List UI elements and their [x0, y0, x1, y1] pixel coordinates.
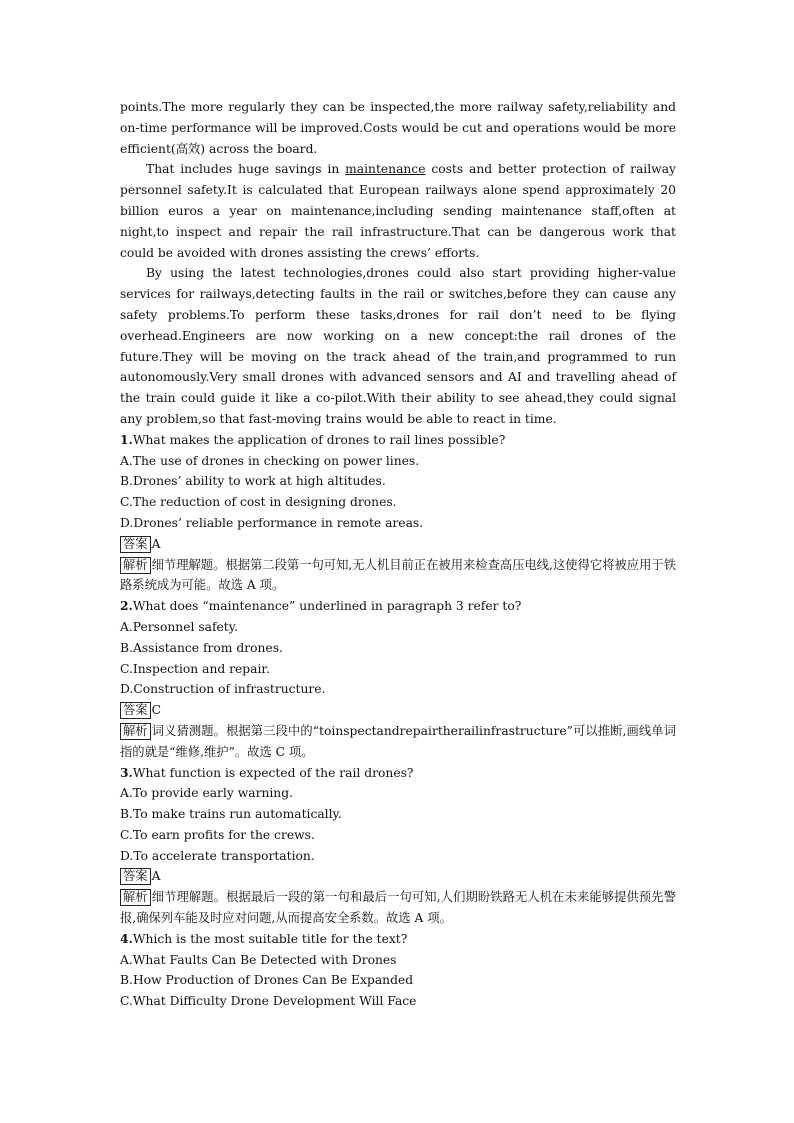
- option-d: D.To accelerate transportation.: [120, 848, 315, 863]
- question-4: [120, 929, 676, 1012]
- analysis-line: [120, 555, 676, 597]
- passage-paragraph-3: By using the latest technologies,drones could also start providing higher-value services for railways,detecting faults in the rail or switches,before they can cause any safety problems.To perform these tasks,drones for rail don’t need to be flying overhead.Engineers are now working on a new concept:the rail drones of the future.They will be moving on the track ahead of the train,and programmed to run autonomously.Very small drones with advanced sensors and AI and travelling ahead of the train could guide it like a co-pilot.With their ability to see ahead,they could signal any problem,so that fast-moving trains would be able to react in time.: [120, 266, 676, 426]
- question-1: [120, 430, 676, 596]
- analysis-label: 解析: [120, 889, 151, 906]
- option-a: A.What Faults Can Be Detected with Drones: [120, 952, 397, 967]
- answer-line: [120, 534, 676, 555]
- analysis-text: 细节理解题。根据第二段第一句可知,无人机目前正在被用来检查高压电线,这使得它将被应用于铁路系统成为可能。故选 A 项。: [120, 557, 676, 593]
- analysis-label: 解析: [120, 557, 151, 574]
- document-content: [120, 97, 676, 1012]
- analysis-line: [120, 721, 676, 763]
- option-b: B.Drones’ ability to work at high altitudes.: [120, 474, 386, 489]
- option-c: C.What Difficulty Drone Development Will Face: [120, 994, 417, 1009]
- question-number: 3.: [120, 764, 133, 780]
- option-d: D.Construction of infrastructure.: [120, 682, 326, 697]
- analysis-line: [120, 887, 676, 929]
- option-c: C.The reduction of cost in designing drones.: [120, 495, 397, 510]
- answer-line: [120, 866, 676, 887]
- passage-paragraph-1: points.The more regularly they can be inspected,the more railway safety,reliability and on-time performance will be improved.Costs would be cut and operations would be more efficient(高效) across the board.: [120, 100, 676, 156]
- option-c: C.To earn profits for the crews.: [120, 827, 315, 842]
- analysis-label: 解析: [120, 723, 151, 740]
- answer-label: 答案: [120, 536, 151, 553]
- question-3: [120, 763, 676, 929]
- question-stem: [120, 596, 676, 617]
- question-text: Which is the most suitable title for the text?: [132, 931, 408, 946]
- question-stem: [120, 430, 676, 451]
- option-a: A.The use of drones in checking on power lines.: [120, 453, 420, 468]
- analysis-text: 词义猜测题。根据第三段中的“toinspectandrepairtherailinfrastructure”可以推断,画线单词指的就是“维修,维护”。故选 C 项。: [120, 723, 676, 759]
- question-2: [120, 596, 676, 762]
- option-c: C.Inspection and repair.: [120, 661, 270, 676]
- answer-value: C: [151, 703, 162, 718]
- underlined-word-maintenance: maintenance: [345, 162, 426, 177]
- option-b: B.To make trains run automatically.: [120, 807, 342, 822]
- answer-label: 答案: [120, 868, 151, 885]
- option-b: B.How Production of Drones Can Be Expanded: [120, 973, 414, 988]
- answer-label: 答案: [120, 702, 151, 719]
- answer-value: A: [151, 869, 161, 884]
- option-a: A.Personnel safety.: [120, 619, 238, 634]
- option-d: D.Drones’ reliable performance in remote areas.: [120, 515, 424, 530]
- question-text: What makes the application of drones to rail lines possible?: [132, 432, 506, 447]
- question-number: 2.: [120, 598, 133, 614]
- analysis-text: 细节理解题。根据最后一段的第一句和最后一句可知,人们期盼铁路无人机在未来能够提供预先警报,确保列车能及时应对问题,从而提高安全系数。故选 A 项。: [120, 890, 676, 926]
- question-number: 1.: [120, 431, 133, 447]
- passage-paragraph-2: [120, 159, 676, 263]
- question-text: What function is expected of the rail drones?: [132, 765, 414, 780]
- question-stem: [120, 929, 676, 950]
- question-number: 4.: [120, 930, 133, 946]
- option-b: B.Assistance from drones.: [120, 640, 283, 655]
- p2-text-after: costs and better protection of railway personnel safety.It is calculated that European railways alone spend approximately 20 billion euros a year on maintenance,including sending maintenance staff,often at night,to inspect and repair the rail infrastructure.That can be dangerous work that could be avoided with drones assisting the crews’ efforts.: [120, 162, 676, 260]
- answer-value: A: [151, 536, 161, 551]
- question-stem: [120, 763, 676, 784]
- question-text: What does “maintenance” underlined in paragraph 3 refer to?: [132, 599, 522, 614]
- answer-line: [120, 700, 676, 721]
- p2-text-before: That includes huge savings in: [146, 162, 346, 177]
- option-a: A.To provide early warning.: [120, 786, 294, 801]
